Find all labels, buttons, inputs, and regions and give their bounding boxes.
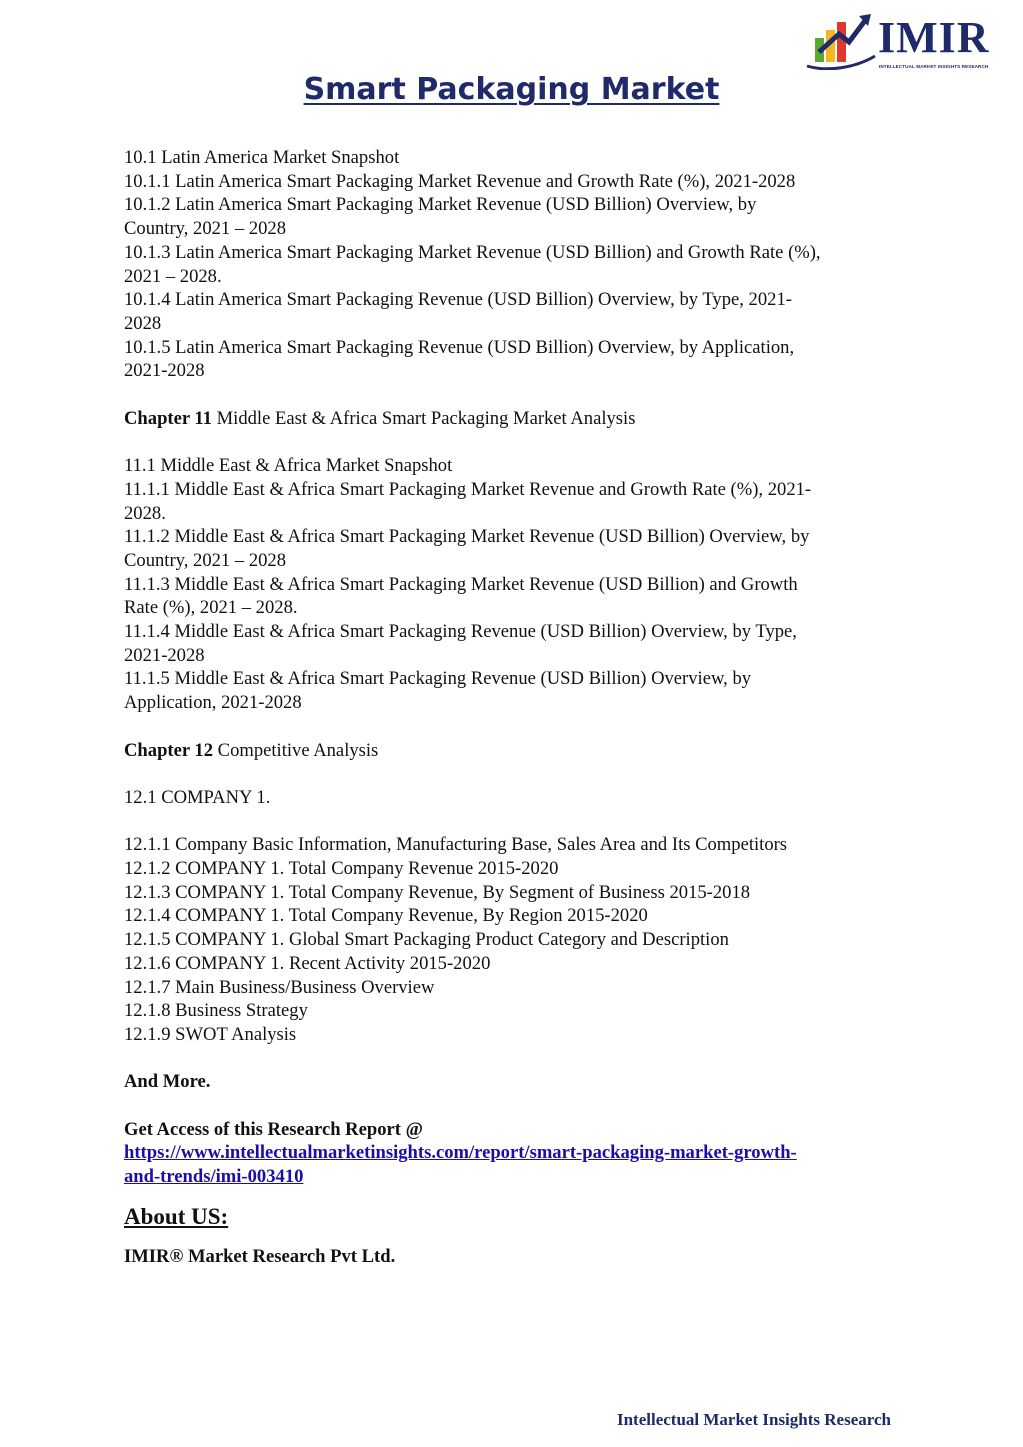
list-item: 11.1 Middle East & Africa Market Snapshot bbox=[124, 455, 453, 477]
report-link-line-2[interactable]: and-trends/imi-003410 bbox=[124, 1166, 304, 1188]
chapter-label: Chapter 12 bbox=[124, 739, 214, 761]
report-link-line-1[interactable]: https://www.intellectualmarketinsights.com/report/smart-packaging-market-growth- bbox=[124, 1142, 797, 1164]
list-item: Country, 2021 – 2028 bbox=[124, 549, 287, 571]
access-label-text: Get Access of this Research Report @ bbox=[124, 1118, 423, 1140]
logo-chart-icon bbox=[805, 12, 880, 70]
and-more-label: And More. bbox=[124, 1071, 211, 1093]
chapter-11-heading bbox=[124, 407, 909, 431]
page-title-text: Smart Packaging Market bbox=[303, 72, 720, 107]
list-item: 12.1.2 COMPANY 1. Total Company Revenue 2015-2020 bbox=[124, 858, 559, 880]
list-item: Country, 2021 – 2028 bbox=[124, 218, 287, 240]
chapter-12-heading bbox=[124, 739, 909, 763]
chapter-title: Competitive Analysis bbox=[213, 739, 379, 761]
list-item: 10.1.3 Latin America Smart Packaging Market Revenue (USD Billion) and Growth Rate (%), bbox=[124, 241, 821, 263]
list-item: 11.1.5 Middle East & Africa Smart Packaging Revenue (USD Billion) Overview, by bbox=[124, 668, 752, 690]
list-item: 2021 – 2028. bbox=[124, 265, 222, 287]
list-item: 11.1.1 Middle East & Africa Smart Packaging Market Revenue and Growth Rate (%), 2021- bbox=[124, 478, 812, 500]
company-name bbox=[124, 1245, 909, 1269]
list-item: 12.1.7 Main Business/Business Overview bbox=[124, 976, 435, 998]
section-11-list bbox=[124, 454, 909, 715]
access-label bbox=[124, 1118, 909, 1142]
list-item: Rate (%), 2021 – 2028. bbox=[124, 597, 298, 619]
list-item: 10.1 Latin America Market Snapshot bbox=[124, 147, 400, 168]
and-more-text bbox=[124, 1070, 909, 1094]
list-item: 12.1.5 COMPANY 1. Global Smart Packaging Product Category and Description bbox=[124, 929, 729, 951]
list-item: 12.1.8 Business Strategy bbox=[124, 1000, 308, 1022]
list-item: 2028 bbox=[124, 312, 162, 334]
list-item: 11.1.3 Middle East & Africa Smart Packaging Market Revenue (USD Billion) and Growth bbox=[124, 573, 798, 595]
list-item: 10.1.4 Latin America Smart Packaging Revenue (USD Billion) Overview, by Type, 2021- bbox=[124, 289, 792, 311]
document-body bbox=[124, 146, 909, 1269]
logo-wordmark: IMIR bbox=[878, 13, 990, 62]
list-item: 10.1.1 Latin America Smart Packaging Market Revenue and Growth Rate (%), 2021-2028 bbox=[124, 170, 796, 192]
list-item: 11.1.2 Middle East & Africa Smart Packaging Market Revenue (USD Billion) Overview, by bbox=[124, 526, 810, 548]
list-item: 10.1.2 Latin America Smart Packaging Market Revenue (USD Billion) Overview, by bbox=[124, 194, 757, 216]
list-item: 12.1.9 SWOT Analysis bbox=[124, 1023, 297, 1045]
list-item: 2021-2028 bbox=[124, 360, 205, 382]
company-heading: 12.1 COMPANY 1. bbox=[124, 786, 271, 808]
list-item: 2028. bbox=[124, 502, 166, 524]
list-item: 12.1.3 COMPANY 1. Total Company Revenue, By Segment of Business 2015-2018 bbox=[124, 881, 751, 903]
list-item: 11.1.4 Middle East & Africa Smart Packaging Revenue (USD Billion) Overview, by Type, bbox=[124, 621, 797, 643]
page-footer: Intellectual Market Insights Research bbox=[616, 1410, 891, 1429]
list-item: 12.1.4 COMPANY 1. Total Company Revenue, By Region 2015-2020 bbox=[124, 905, 648, 927]
company-name-text: IMIR® Market Research Pvt Ltd. bbox=[124, 1245, 396, 1267]
chapter-title: Middle East & Africa Smart Packaging Market Analysis bbox=[211, 407, 636, 429]
list-item: 2021-2028 bbox=[124, 644, 205, 666]
imir-logo bbox=[805, 12, 1010, 70]
list-item: 12.1.1 Company Basic Information, Manufacturing Base, Sales Area and Its Competitors bbox=[124, 834, 788, 856]
list-item: Application, 2021-2028 bbox=[124, 692, 302, 714]
chapter-label: Chapter 11 bbox=[124, 407, 212, 429]
report-link[interactable] bbox=[124, 1141, 909, 1188]
section-12-list bbox=[124, 833, 909, 1046]
logo-subtitle: INTELLECTUAL MARKET INSIGHTS RESEARCH bbox=[879, 64, 989, 69]
section-10-list bbox=[124, 146, 909, 383]
about-heading: About US: bbox=[124, 1203, 229, 1229]
page-title bbox=[0, 70, 1023, 110]
list-item: 12.1.6 COMPANY 1. Recent Activity 2015-2020 bbox=[124, 952, 491, 974]
list-item: 10.1.5 Latin America Smart Packaging Revenue (USD Billion) Overview, by Application, bbox=[124, 336, 795, 358]
